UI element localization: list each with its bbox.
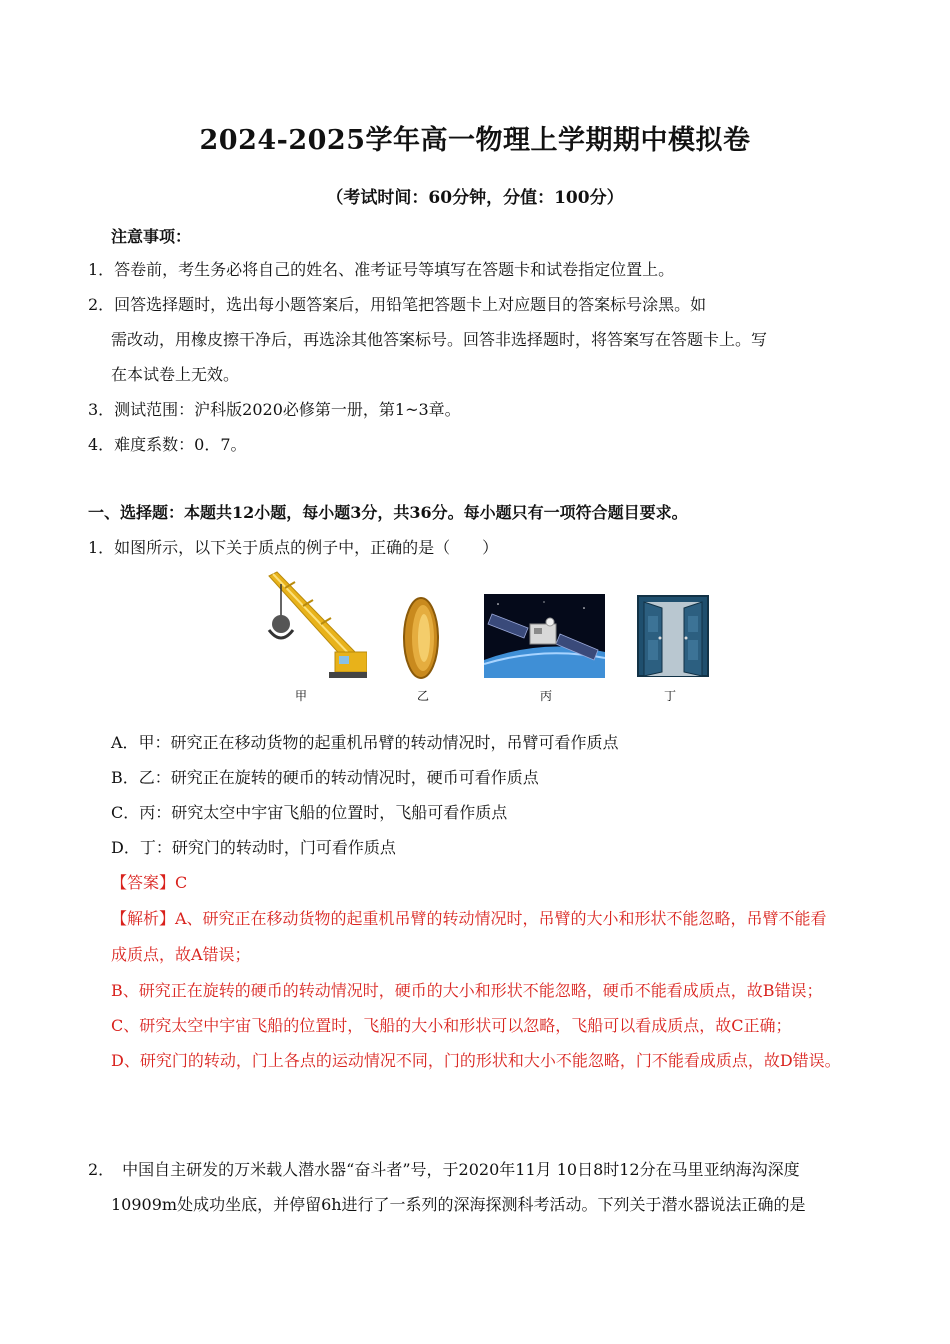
option-b: B．乙：研究正在旋转的硬币的转动情况时，硬币可看作质点 (111, 768, 539, 787)
figure-label-bing: 丙 (539, 689, 552, 703)
option-c: C．丙：研究太空中宇宙飞船的位置时，飞船可看作质点 (111, 803, 508, 822)
analysis-line: 【解析】A、研究正在移动货物的起重机吊臂的转动情况时，吊臂的大小和形状不能忽略，吊臂不能看 (111, 909, 827, 928)
option-d: D．丁：研究门的转动时，门可看作质点 (111, 838, 396, 857)
door-figure (636, 594, 710, 678)
option-a: A．甲：研究正在移动货物的起重机吊臂的转动情况时，吊臂可看作质点 (111, 733, 619, 752)
exam-info: （考试时间：60分钟，分值：100分） (326, 188, 624, 208)
notice-heading: 注意事项： (111, 227, 192, 246)
section-heading: 一、选择题：本题共12小题，每小题3分，共36分。每小题只有一项符合题目要求。 (88, 503, 688, 522)
notice-item: 在本试卷上无效。 (111, 365, 240, 384)
question-1-stem: 1．如图所示，以下关于质点的例子中，正确的是（ ） (88, 538, 499, 557)
notice-item: 2．回答选择题时，选出每小题答案后，用铅笔把答题卡上对应题目的答案标号涂黑。如 (88, 295, 707, 314)
spacecraft-figure (484, 594, 605, 678)
page-title: 2024-2025学年高一物理上学期期中模拟卷 (199, 125, 751, 156)
answer: 【答案】C (111, 873, 188, 892)
notice-item: 1．答卷前，考生务必将自己的姓名、准考证号等填写在答题卡和试卷指定位置上。 (88, 260, 675, 279)
figure-label-yi: 乙 (416, 689, 429, 703)
question-2-stem: 10909m处成功坐底，并停留6h进行了一系列的深海探测科考活动。下列关于潜水器说法正确的是 (111, 1195, 806, 1214)
question-2-stem: 2． 中国自主研发的万米载人潜水器“奋斗者”号，于2020年11月 10日8时12分在马里亚纳海沟深度 (88, 1160, 800, 1179)
figure-label-ding: 丁 (663, 689, 676, 703)
figure-label-jia: 甲 (294, 689, 307, 703)
crane-figure (255, 568, 367, 680)
notice-item: 4．难度系数：0．7。 (88, 435, 247, 454)
coin-figure (400, 596, 442, 680)
notice-item: 3．测试范围：沪科版2020必修第一册，第1~3章。 (88, 400, 461, 419)
notice-item: 需改动，用橡皮擦干净后，再选涂其他答案标号。回答非选择题时，将答案写在答题卡上。写 (111, 330, 768, 349)
analysis-line: D、研究门的转动，门上各点的运动情况不同，门的形状和大小不能忽略，门不能看成质点，故D错误。 (111, 1051, 841, 1070)
analysis-line: 成质点，故A错误； (111, 945, 251, 964)
analysis-line: B、研究正在旋转的硬币的转动情况时，硬币的大小和形状不能忽略，硬币不能看成质点，故B错误； (111, 981, 823, 1000)
analysis-line: C、研究太空中宇宙飞船的位置时，飞船的大小和形状可以忽略，飞船可以看成质点，故C正确； (111, 1016, 792, 1035)
